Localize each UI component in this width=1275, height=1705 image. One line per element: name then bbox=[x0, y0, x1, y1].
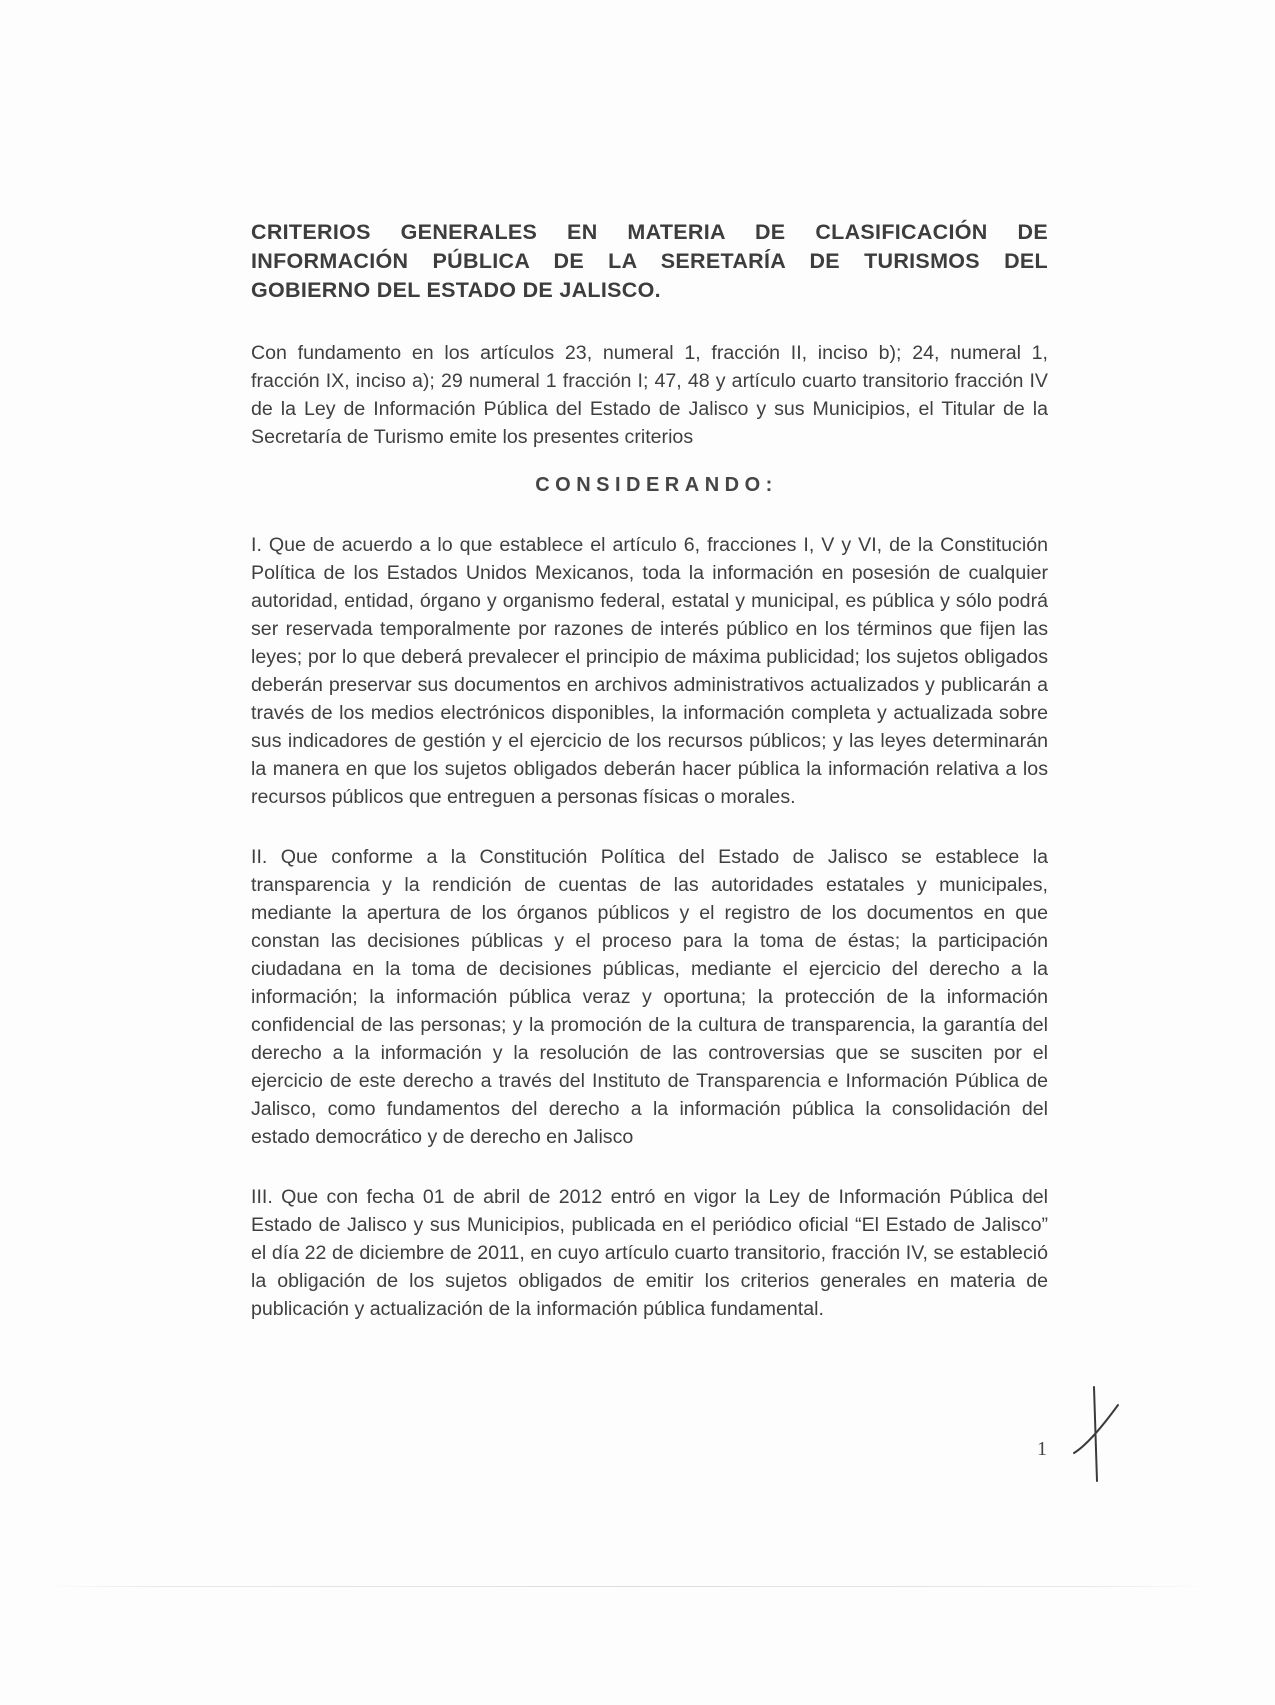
document-title: CRITERIOS GENERALES EN MATERIA DE CLASIFICACIÓN DE INFORMACIÓN PÚBLICA DE LA SERETARÍA DE TURISMOS DEL GOBIERNO DEL ESTADO DE JALISCO. bbox=[251, 220, 1048, 302]
document-body bbox=[251, 218, 1048, 1355]
considerando-paragraph-2: II. Que conforme a la Constitución Política del Estado de Jalisco se establece la transparencia y la rendición de cuentas de las autoridades estatales y municipales, mediante la apertura de los órganos públicos y el registro de los documentos en que constan las decisiones públicas y el proceso para la toma de éstas; la participación ciudadana en la toma de decisiones públicas, mediante el ejercicio del derecho a la información; la información pública veraz y oportuna; la protección de la información confidencial de las personas; y la promoción de la cultura de transparencia, la garantía del derecho a la información y la resolución de las controversias que se susciten por el ejercicio de este derecho a través del Instituto de Transparencia e Información Pública de Jalisco, como fundamentos del derecho a la información pública la consolidación del estado democrático y de derecho en Jalisco bbox=[251, 846, 1048, 1148]
considerando-paragraph-3: III. Que con fecha 01 de abril de 2012 entró en vigor la Ley de Información Pública del Estado de Jalisco y sus Municipios, publicada en el periódico oficial “El Estado de Jalisco” el día 22 de diciembre de 2011, en cuyo artículo cuarto transitorio, fracción IV, se estableció la obligación de los sujetos obligados de emitir los criterios generales en materia de publicación y actualización de la información pública fundamental. bbox=[251, 1186, 1048, 1320]
considerando-paragraph-1: I. Que de acuerdo a lo que establece el artículo 6, fracciones I, V y VI, de la Constitución Política de los Estados Unidos Mexicanos, toda la información en posesión de cualquier autoridad, entidad, órgano y organismo federal, estatal y municipal, es pública y sólo podrá ser reservada temporalmente por razones de interés público en los términos que fijen las leyes; por lo que deberá prevalecer el principio de máxima publicidad; los sujetos obligados deberán preservar sus documentos en archivos administrativos actualizados y publicarán a través de los medios electrónicos disponibles, la información completa y actualizada sobre sus indicadores de gestión y el ejercicio de los recursos públicos; y las leyes determinarán la manera en que los sujetos obligados deberán hacer pública la información relativa a los recursos públicos que entreguen a personas físicas o morales. bbox=[251, 534, 1048, 808]
intro-paragraph: Con fundamento en los artículos 23, numeral 1, fracción II, inciso b); 24, numeral 1, fracción IX, inciso a); 29 numeral 1 fracción I; 47, 48 y artículo cuarto transitorio fracción IV de la Ley de Información Pública del Estado de Jalisco y sus Municipios, el Titular de la Secretaría de Turismo emite los presentes criterios bbox=[251, 342, 1048, 448]
considerando-heading: CONSIDERANDO: bbox=[535, 474, 778, 496]
page-number: 1 bbox=[1037, 1438, 1047, 1460]
page-bottom-edge bbox=[40, 1586, 1210, 1587]
handwritten-signature-icon bbox=[1072, 1385, 1122, 1485]
